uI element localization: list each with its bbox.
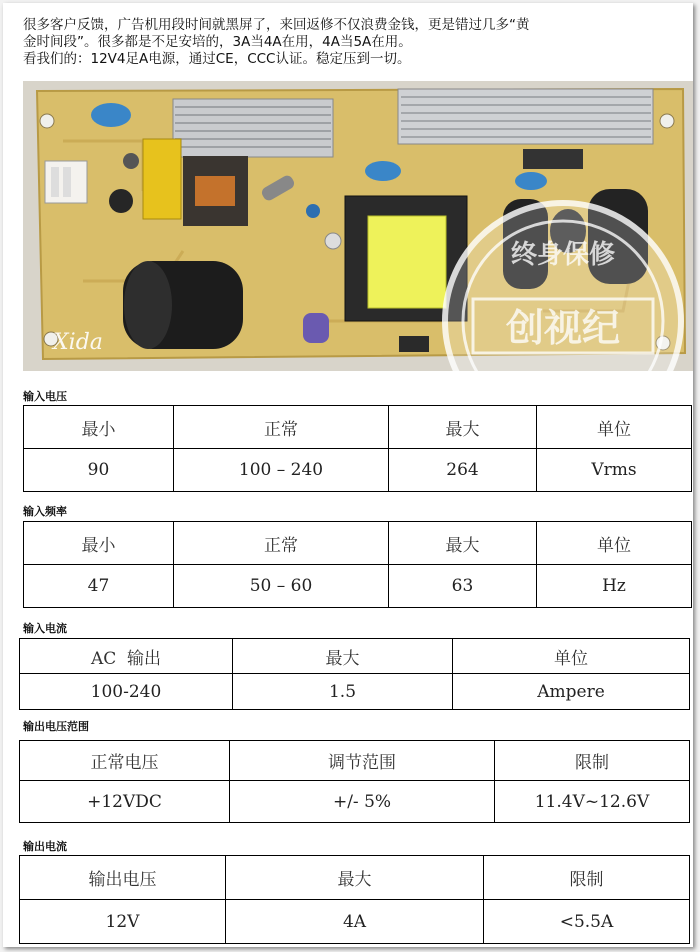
value-cell: <5.5A (484, 900, 690, 944)
header-cell: 正常 (174, 522, 389, 565)
header-cell: 最大 (389, 406, 537, 449)
header-cell: 最大 (226, 856, 484, 900)
header-cell: 最小 (24, 406, 174, 449)
header-cell: 调节范围 (230, 741, 495, 781)
header-cell: 限制 (484, 856, 690, 900)
intro-line-1: 很多客户反馈，广告机用段时间就黑屏了，来回返修不仅浪费金钱，更是错过几多“黄 (23, 17, 530, 33)
output-current-table (19, 855, 690, 944)
section-title-input-voltage: 输入电压 (23, 390, 67, 403)
value-cell: 100-240 (20, 674, 233, 710)
value-cell: Ampere (453, 674, 690, 710)
header-cell: 单位 (453, 639, 690, 674)
table-header-row (24, 522, 692, 565)
input-voltage-table (23, 405, 692, 492)
header-cell: 输出电压 (20, 856, 226, 900)
header-cell: 正常电压 (20, 741, 230, 781)
section-title-output-voltage-range: 输出电压范围 (23, 720, 89, 733)
header-cell: 限制 (495, 741, 690, 781)
intro-line-3: 看我们的：12V4足A电源，通过CE，CCC认证。稳定压到一切。 (23, 51, 411, 67)
value-cell: 12V (20, 900, 226, 944)
intro-line-2: 金时间段”。很多都是不足安培的，3A当4A在用，4A当5A在用。 (23, 34, 412, 50)
header-cell: AC 输出 (20, 639, 233, 674)
value-cell: 11.4V~12.6V (495, 781, 690, 823)
value-cell: +/- 5% (230, 781, 495, 823)
table-row (20, 674, 690, 710)
stamp-brand: 创视纪 (505, 306, 621, 350)
header-cell: 最大 (389, 522, 537, 565)
board-mark: Xida (53, 330, 103, 355)
table-header-row (20, 639, 690, 674)
value-cell: Hz (537, 565, 692, 608)
intro-text (23, 17, 693, 68)
value-cell: 264 (389, 449, 537, 492)
header-cell: 单位 (537, 522, 692, 565)
value-cell: +12VDC (20, 781, 230, 823)
output-voltage-range-table (19, 740, 690, 823)
table-header-row (20, 856, 690, 900)
section-title-output-current: 输出电流 (23, 840, 67, 853)
page-frame (3, 3, 693, 947)
pcb-board-photo (23, 81, 693, 371)
header-cell: 最小 (24, 522, 174, 565)
table-header-row (24, 406, 692, 449)
section-title-input-frequency: 输入频率 (23, 505, 67, 518)
table-row (24, 565, 692, 608)
value-cell: 90 (24, 449, 174, 492)
input-frequency-table (23, 521, 692, 608)
table-row (24, 449, 692, 492)
section-title-input-current: 输入电流 (23, 622, 67, 635)
value-cell: 100 – 240 (174, 449, 389, 492)
header-cell: 最大 (233, 639, 453, 674)
header-cell: 正常 (174, 406, 389, 449)
value-cell: 47 (24, 565, 174, 608)
stamp-text: 终身保修 (510, 240, 616, 270)
table-row (20, 900, 690, 944)
table-header-row (20, 741, 690, 781)
input-current-table (19, 638, 690, 710)
value-cell: 50 – 60 (174, 565, 389, 608)
value-cell: 1.5 (233, 674, 453, 710)
value-cell: Vrms (537, 449, 692, 492)
value-cell: 4A (226, 900, 484, 944)
value-cell: 63 (389, 565, 537, 608)
header-cell: 单位 (537, 406, 692, 449)
table-row (20, 781, 690, 823)
